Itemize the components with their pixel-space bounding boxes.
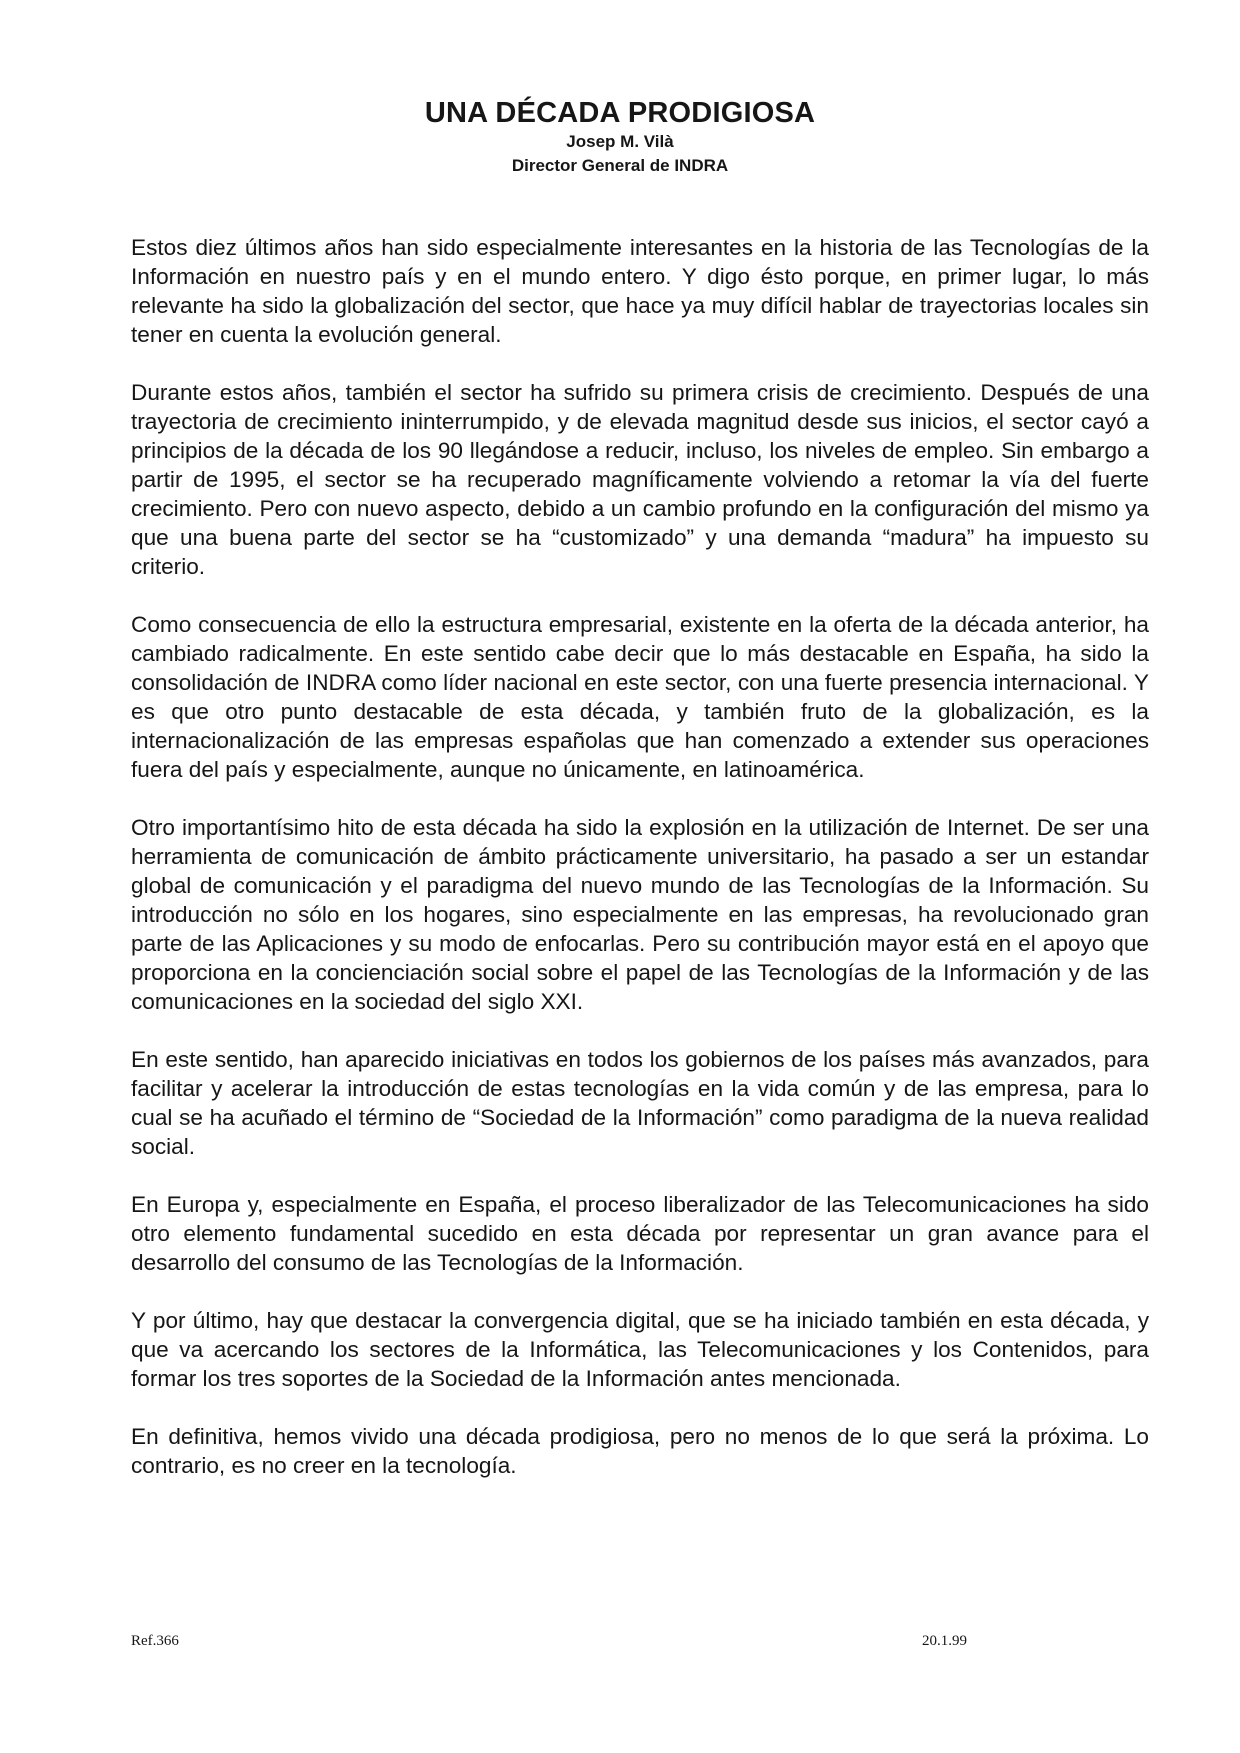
paragraph-8: En definitiva, hemos vivido una década prodigiosa, pero no menos de lo que será la próxima. Lo contrario, es no creer en la tecnología. [131,1424,1149,1478]
article-body [131,233,1149,1509]
paragraph-1: Estos diez últimos años han sido especialmente interesantes en la historia de las Tecnologías de la Información en nuestro país y en el mundo entero. Y digo ésto porque, en primer lugar, lo más relevante ha sido la globalización del sector, que hace ya muy difícil hablar de trayectorias locales sin tener en cuenta la evolución general. [131,235,1149,347]
footer-reference: Ref.366 [131,1633,179,1649]
paragraph-6: En Europa y, especialmente en España, el proceso liberalizador de las Telecomunicaciones ha sido otro elemento fundamental sucedido en esta década por representar un gran avance para el desarrollo del consumo de las Tecnologías de la Información. [131,1192,1149,1275]
paragraph-4: Otro importantísimo hito de esta década ha sido la explosión en la utilización de Internet. De ser una herramienta de comunicación de ámbito prácticamente universitario, ha pasado a ser un estandar global de comunicación y el paradigma del nuevo mundo de las Tecnologías de la Información. Su introducción no sólo en los hogares, sino especialmente en las empresas, ha revolucionado gran parte de las Aplicaciones y su modo de enfocarlas. Pero su contribución mayor está en el apoyo que proporciona en la concienciación social sobre el papel de las Tecnologías de la Información y de las comunicaciones en la sociedad del siglo XXI. [131,815,1149,1014]
document-header [0,96,1240,178]
paragraph-7: Y por último, hay que destacar la convergencia digital, que se ha iniciado también en esta década, y que va acercando los sectores de la Informática, las Telecomunicaciones y los Contenidos, para formar los tres soportes de la Sociedad de la Información antes mencionada. [131,1308,1149,1391]
footer-date: 20.1.99 [922,1633,967,1649]
author-role: Director General de INDRA [511,156,729,175]
paragraph-3: Como consecuencia de ello la estructura empresarial, existente en la oferta de la década anterior, ha cambiado radicalmente. En este sentido cabe decir que lo más destacable en España, ha sido la consolidación de INDRA como líder nacional en este sector, con una fuerte presencia internacional. Y es que otro punto destacable de esta década, y también fruto de la globalización, es la internacionalización de las empresas españolas que han comenzado a extender sus operaciones fuera del país y especialmente, aunque no únicamente, en latinoamérica. [131,612,1149,782]
document-title: UNA DÉCADA PRODIGIOSA [424,97,816,129]
paragraph-5: En este sentido, han aparecido iniciativas en todos los gobiernos de los países más avanzados, para facilitar y acelerar la introducción de estas tecnologías en la vida común y de las empresa, para lo cual se ha acuñado el término de “Sociedad de la Información” como paradigma de la nueva realidad social. [131,1047,1149,1159]
paragraph-2: Durante estos años, también el sector ha sufrido su primera crisis de crecimiento. Después de una trayectoria de crecimiento ininterrumpido, y de elevada magnitud desde sus inicios, el sector cayó a principios de la década de los 90 llegándose a reducir, incluso, los niveles de empleo. Sin embargo a partir de 1995, el sector se ha recuperado magníficamente volviendo a retomar la vía del fuerte crecimiento. Pero con nuevo aspecto, debido a un cambio profundo en la configuración del mismo ya que una buena parte del sector se ha “customizado” y una demanda “madura” ha impuesto su criterio. [131,380,1149,579]
author-name: Josep M. Vilà [566,132,674,151]
